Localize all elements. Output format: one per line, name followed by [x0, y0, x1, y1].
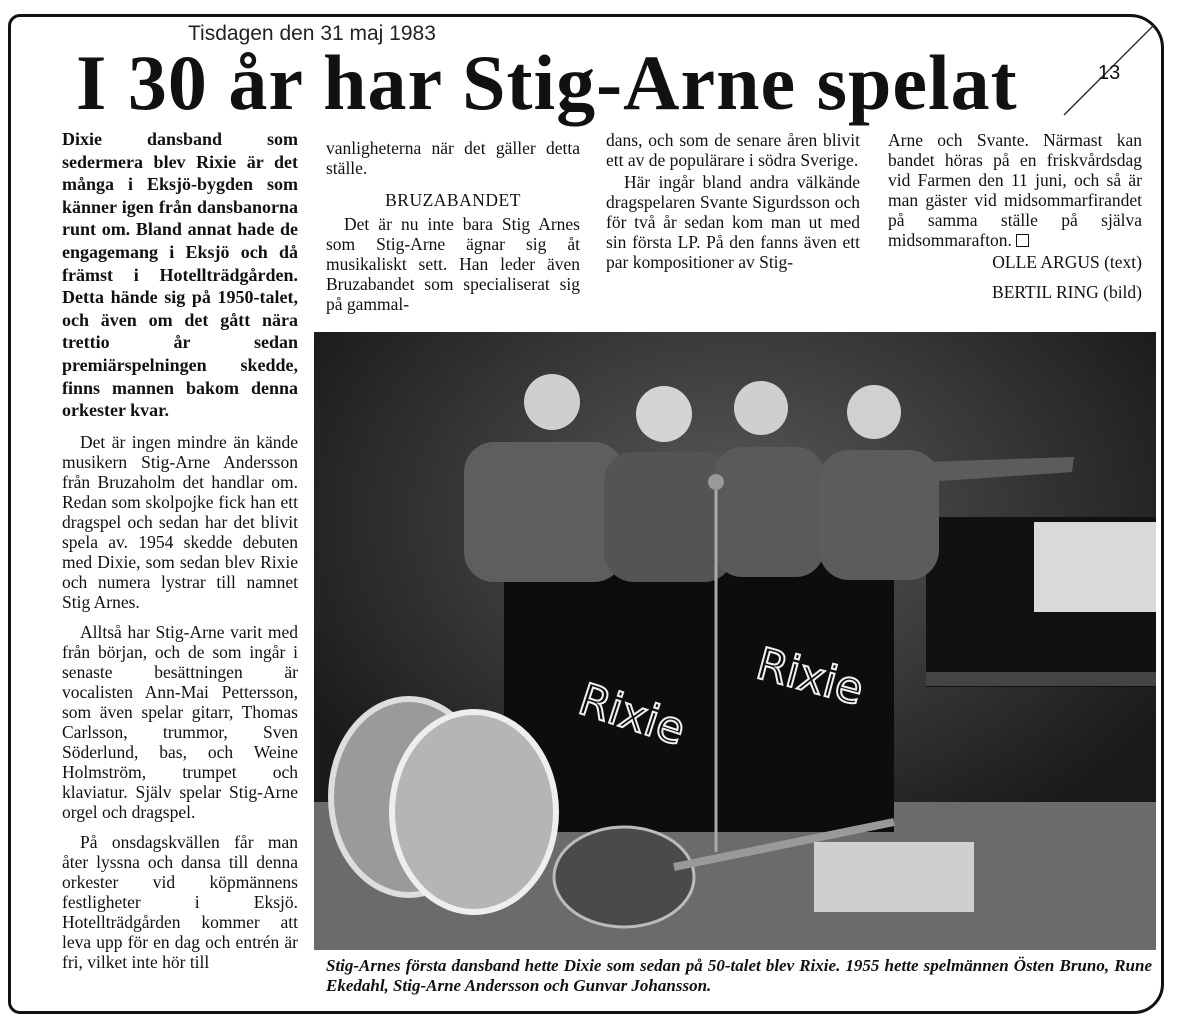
headline: I 30 år har Stig-Arne spelat	[76, 39, 1018, 126]
lead-paragraph: Dixie dansband som sedermera blev Rixie är det många i Eksjö-bygden som känner igen från dansbanorna runt om. Bland annat hade de engagemang i Eksjö och då främst i Hotellträdgården. Detta hände sig på 1950-talet, och även om det gått nära trettio år sedan premiärspelningen skedde, finns mannen bakom denna orkester kvar.	[62, 129, 298, 421]
column-3-continuation: dans, och som de senare åren blivit ett av de populärare i södra Sverige.	[606, 130, 860, 170]
drum-label-left: Rixie	[572, 673, 692, 756]
body-paragraph-2: Alltså har Stig-Arne varit med från början, och de som ingår i senaste besättningen är vocalisten Ann-Mai Pettersson, som även spelar gitarr, Thomas Carlsson, trummor, Sven Söderlund, bas, och Weine Holmström, trumpet och klaviatur. Själv spelar Stig-Arne orgel och dragspel.	[62, 621, 298, 822]
column-1	[62, 128, 298, 982]
column-4-continuation: Arne och Svante. Närmast kan bandet höras på en friskvårdsdag vid Farmen den 11 juni, och så är man gäster vid midsommarfirandet på samma ställe på själva midsommarafton.	[888, 130, 1142, 250]
column-3	[606, 130, 860, 282]
body-paragraph-1: Det är ingen mindre än kände musikern Stig-Arne Andersson från Bruzaholm det handlar om. Redan som skolpojke fick han ett dragspel och sedan har det blivit spela av. 1954 skedde debuten med Dixie, som sedan blev Rixie och numera lystrar till namnet Stig Arnes.	[62, 431, 298, 612]
byline-text: OLLE ARGUS (text)	[992, 252, 1142, 272]
dateline: Tisdagen den 31 maj 1983	[188, 22, 436, 45]
body-paragraph-4: Det är nu inte bara Stig Arnes som Stig-Arne ägnar sig åt musikaliskt sett. Han leder även Bruzabandet som specialiserat sig på gammal-	[326, 214, 580, 314]
column-2-continuation: vanligheterna när det gäller detta ställe.	[326, 138, 580, 178]
end-mark-icon	[1016, 234, 1029, 247]
column-2	[326, 138, 580, 324]
column-4	[888, 130, 1142, 312]
band-photo	[314, 332, 1156, 950]
page-number: 13	[1098, 62, 1121, 84]
body-paragraph-5: Här ingår bland andra välkände dragspelaren Svante Sigurdsson och för två år sedan kom man ut med sin första LP. På den fanns även ett par kompositioner av Stig-	[606, 172, 860, 272]
drum-label-right: Rixie	[751, 638, 869, 716]
byline-photo: BERTIL RING (bild)	[992, 282, 1142, 302]
subheading: BRUZABANDET	[385, 190, 521, 210]
photo-caption: Stig-Arnes första dansband hette Dixie som sedan på 50-talet blev Rixie. 1955 hette spelmännen Östen Bruno, Rune Ekedahl, Stig-Arne Andersson och Gunvar Johansson.	[326, 956, 1152, 995]
body-paragraph-3: På onsdagskvällen får man åter lyssna och dansa till denna orkester vid köpmännens festligheter i Eksjö. Hotellträdgården kommer att leva upp för en dag och entrén är fri, vilket inte hör till	[62, 831, 298, 972]
